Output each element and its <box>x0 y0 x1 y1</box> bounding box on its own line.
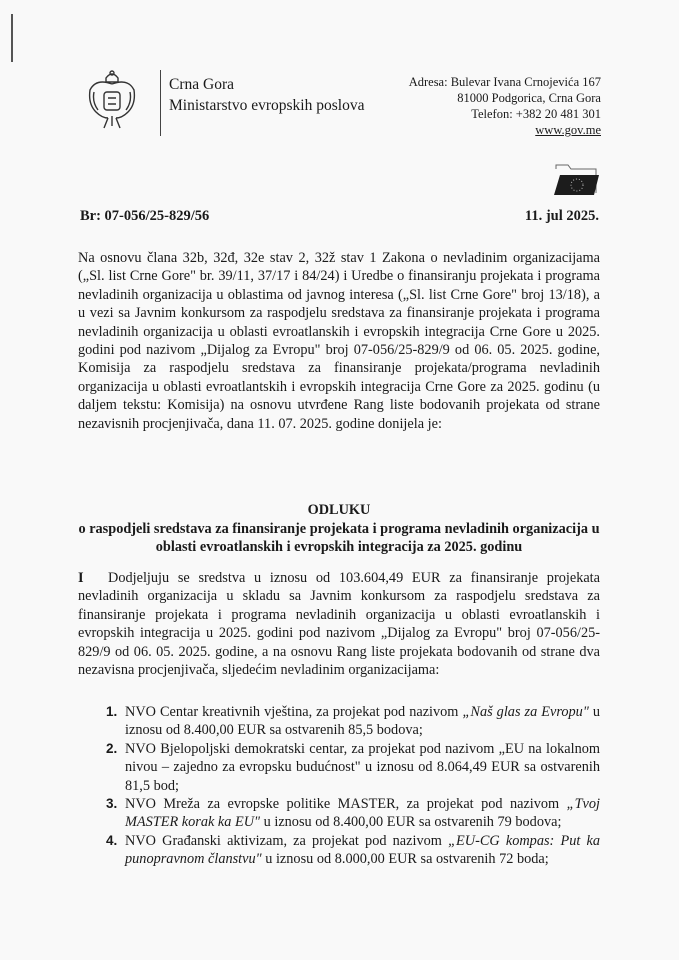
section-i-text: Dodjeljuju se sredstva u iznosu od 103.604,49 EUR za finansiranje projekata nevladinih organizacija u skladu sa Javnim konkursom za raspodjelu sredstava za finansiranje projekata i programa nevladinih organizacija u oblasti evroatlanskih i evropskih integracija u 2025. godini pod nazivom „Dijalog za Evropu" broj 07-056/25-829/9 od 06. 05. 2025. godine, a na osnovu Rang liste projekata bodovanih od strane dva nezavisna procjenjivača, sljedećim nevladinim organizacijama: <box>78 570 600 679</box>
decision-title: ODLUKU <box>307 502 371 518</box>
award-amount-points: u iznosu od 8.064,49 EUR sa ostvarenih 81,5 bod; <box>125 759 600 794</box>
ministry-name: Ministarstvo evropskih poslova <box>169 97 365 114</box>
montenegro-coat-of-arms-icon <box>86 68 138 132</box>
section-numeral: I <box>78 570 84 586</box>
reference-number: Br: 07-056/25-829/56 <box>80 208 210 224</box>
award-amount-points: u iznosu od 8.400,00 EUR sa ostvarenih 79 bodova; <box>260 814 562 831</box>
eu-folder-icon <box>552 163 600 197</box>
organization-name <box>169 74 364 116</box>
award-project-title: „EU na lokalnom nivou – zajedno za evropsku budućnost" <box>125 740 600 776</box>
award-project-title: „Naš glas za Evropu" <box>462 704 589 720</box>
award-project-title: „Tvoj MASTER korak ka EU" <box>125 796 600 831</box>
decision-subtitle: o raspodjeli sredstava za finansiranje projekata i programa nevladinih organizacija u oblasti evroatlanskih i evropskih integracija za 2025. godinu <box>78 521 600 556</box>
award-item <box>106 832 600 869</box>
award-number: 4. <box>106 832 118 848</box>
award-amount-points: u iznosu od 8.000,00 EUR sa ostvarenih 72 boda; <box>261 851 549 868</box>
award-item <box>106 795 600 832</box>
award-number: 2. <box>106 740 118 756</box>
contact-block <box>409 74 601 138</box>
address-street: Adresa: Bulevar Ivana Crnojevića 167 <box>408 75 601 89</box>
phone-number: Telefon: +382 20 481 301 <box>471 107 601 121</box>
award-item <box>106 703 600 740</box>
preamble-paragraph: Na osnovu člana 32b, 32đ, 32e stav 2, 32ž stav 1 Zakona o nevladinim organizacijama („Sl. list Crne Gore" br. 39/11, 37/17 i 84/24) i Uredbe o finansiranju projekata i programa nevladinih organizacija u oblastima od javnog interesa („Sl. list Crne Gore" broj 13/18), a u vezi sa Javnim konkursom za raspodjelu sredstava za finansiranje projekata i programa nevladinih organizacija u oblasti evroatlanskih i evropskih integracija Crne Gore u 2025. godini pod nazivom „Dijalog za Evropu" broj 07-056/25-829/9 od 06. 05. 2025. godine, Komisija za raspodjelu sredstava za finansiranje projekata/programa nevladinih organizacija u oblasti evroatlantskih i evropskih integracija Crne Gore za 2025. godinu (u daljem tekstu: Komisija) na osnovu utvrđene Rang liste bodovanih projekata od strane nezavisnih procjenjivača, dana 11. 07. 2025. godine donijela je: <box>78 250 600 432</box>
document-date: 11. jul 2025. <box>524 208 599 224</box>
award-item <box>106 740 600 795</box>
award-organization: NVO Bjelopoljski demokratski centar, za projekat pod nazivom <box>125 740 499 757</box>
award-number: 3. <box>106 796 118 812</box>
award-organization: NVO Centar kreativnih vještina, za projekat pod nazivom <box>125 704 463 720</box>
section-i-paragraph <box>78 569 600 679</box>
address-city: 81000 Podgorica, Crna Gora <box>457 91 601 105</box>
award-number: 1. <box>106 704 118 719</box>
award-amount-points: u iznosu od 8.400,00 EUR sa ostvarenih 85,5 bodova; <box>125 704 600 739</box>
award-organization: NVO Građanski aktivizam, za projekat pod nazivom <box>125 832 449 849</box>
award-project-title: „EU-CG kompas: Put ka punopravnom članstvu" <box>125 832 600 868</box>
scan-artifact-mark <box>11 14 13 62</box>
website-link[interactable]: www.gov.me <box>535 123 601 137</box>
award-organization: NVO Mreža za evropske politike MASTER, za projekat pod nazivom <box>125 796 567 813</box>
awards-list <box>106 703 600 869</box>
header-divider <box>160 70 161 136</box>
country-name: Crna Gora <box>169 76 234 93</box>
